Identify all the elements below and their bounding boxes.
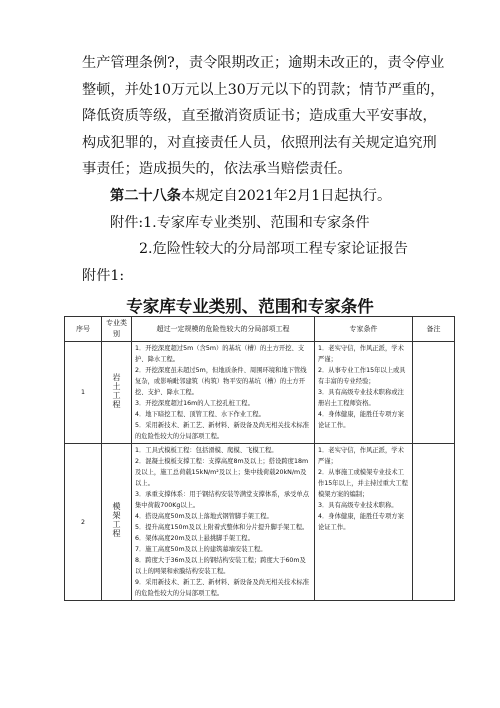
row-conditions: [315, 342, 413, 444]
condition-item: 3．具有高级专业技术职称。: [318, 502, 398, 509]
scope-item: 4．搭设高度50m及以上落地式钢管脚手架工程。: [135, 513, 273, 520]
header-conditions: 专家条件: [315, 317, 413, 342]
scope-item: 3．承重支撑体系：用于钢结构安装等满堂支撑体系，承受单点集中荷载700Kg以上。: [135, 491, 310, 509]
table-header-row: [65, 317, 455, 342]
article-label: 第二十八条: [110, 188, 181, 204]
scope-item: 6．架体高度20m及以上悬挑脚手架工程。: [135, 535, 254, 542]
attachment-line-2: 2.危险性较大的分局部项工程专家论证报告: [139, 241, 408, 258]
table-row: [65, 444, 455, 601]
header-no: 序号: [65, 317, 102, 342]
row-category: 岩土工程: [112, 372, 121, 409]
scope-item: 1．工具式模板工程：包括滑模、爬模、飞模工程。: [135, 447, 278, 454]
scope-item: 3．开挖深度超过16m的人工挖孔桩工程。: [135, 400, 254, 407]
row-scope: [132, 342, 315, 444]
paragraph-line: 整顿，并处10万元以上30万元以下的罚款；情节严重的，: [82, 81, 445, 98]
row-number: 1: [65, 342, 102, 444]
condition-item: 3．具有高级专业技术职称或注册岩土工程师资格。: [318, 389, 404, 407]
paragraph-line: 事责任；造成损失的，依法承当赔偿责任。: [82, 161, 352, 178]
scope-item: 7．施工高度50m及以上的建筑幕墙安装工程。: [135, 546, 267, 553]
condition-item: 2．从事专业工作15年以上或具有丰富的专业经验；: [318, 367, 406, 385]
scope-item: 9．采用新技术、新工艺、新材料、新设备及尚无相关技术标准的危险性较大的分局部项工程。: [135, 579, 310, 597]
condition-item: 4．身体健康，能胜任专项方案论证工作。: [318, 513, 404, 531]
scope-item: 4．地下暗挖工程、顶管工程、水下作业工程。: [135, 411, 265, 418]
row-conditions: [315, 444, 413, 601]
condition-item: 1．老实守信，作风正派，学术严谨；: [318, 447, 404, 465]
article-28: [82, 183, 434, 289]
scope-item: 5．提升高度150m及以上附着式整体和分片提升脚手架工程。: [135, 524, 309, 531]
row-number: 2: [65, 444, 102, 601]
condition-item: 4．身体健康，能胜任专项方案论证工作。: [318, 411, 404, 429]
row-scope: [132, 444, 315, 601]
row-category: 模架工程: [112, 502, 121, 538]
row-remark: [413, 444, 455, 601]
article-text: 本规定自2021年2月1日起执行。: [180, 188, 392, 204]
header-scope: 超过一定规模的危险性较大的分局部项工程: [132, 317, 315, 342]
paragraph-line: 构成犯罪的，对直接责任人员，依照刑法有关规定追究刑: [82, 134, 437, 151]
paragraph-line: 降低资质等级，直至撤消资质证书；造成重大平安事故，: [82, 108, 437, 125]
table-row: [65, 342, 455, 444]
scope-item: 2．开挖深度虽未超过5m，但地质条件、周围环境和地下管线复杂，或影响毗邻建筑（构筑）物平安的基坑（槽）的土方开挖、支护、降水工程。: [135, 367, 307, 396]
condition-item: 2．从事施工或模架专业技术工作15年以上，并主持过重大工程模架方案的编制；: [318, 469, 408, 498]
scope-item: 8．跨度大于36m及以上的钢结构安装工程；跨度大于60m及以上的网架和索膜结构安装工程。: [135, 557, 306, 575]
regulation-paragraph: [82, 50, 445, 183]
scope-item: 5．采用新技术、新工艺、新材料、新设备及尚无相关技术标准的危险性较大的分局部项工程。: [135, 422, 310, 440]
scope-item: 2．混凝土模板支撑工程：支撑高度8m及以上；搭设跨度18m及以上，施工总荷载15kN/m²及以上；集中线荷载20kN/m及以上。: [135, 458, 309, 487]
scope-item: 1．开挖深度超过5m（含5m）的基坑（槽）的土方开挖、支护、降水工程。: [135, 345, 305, 363]
condition-item: 1．老实守信，作风正派，学术严谨；: [318, 345, 404, 363]
row-remark: [413, 342, 455, 444]
attachment-heading: 附件1:: [82, 267, 125, 284]
attachment-line-1: 附件:1.专家库专业类别、范围和专家条件: [110, 214, 370, 231]
header-remark: 备注: [413, 317, 455, 342]
header-category: 专业类别: [102, 317, 132, 342]
paragraph-line: 生产管理条例?，责令限期改正；逾期未改正的，责令停业: [82, 55, 445, 71]
expert-table: [64, 316, 455, 601]
table-title: 专家库专业类别、范围和专家条件: [126, 297, 374, 316]
